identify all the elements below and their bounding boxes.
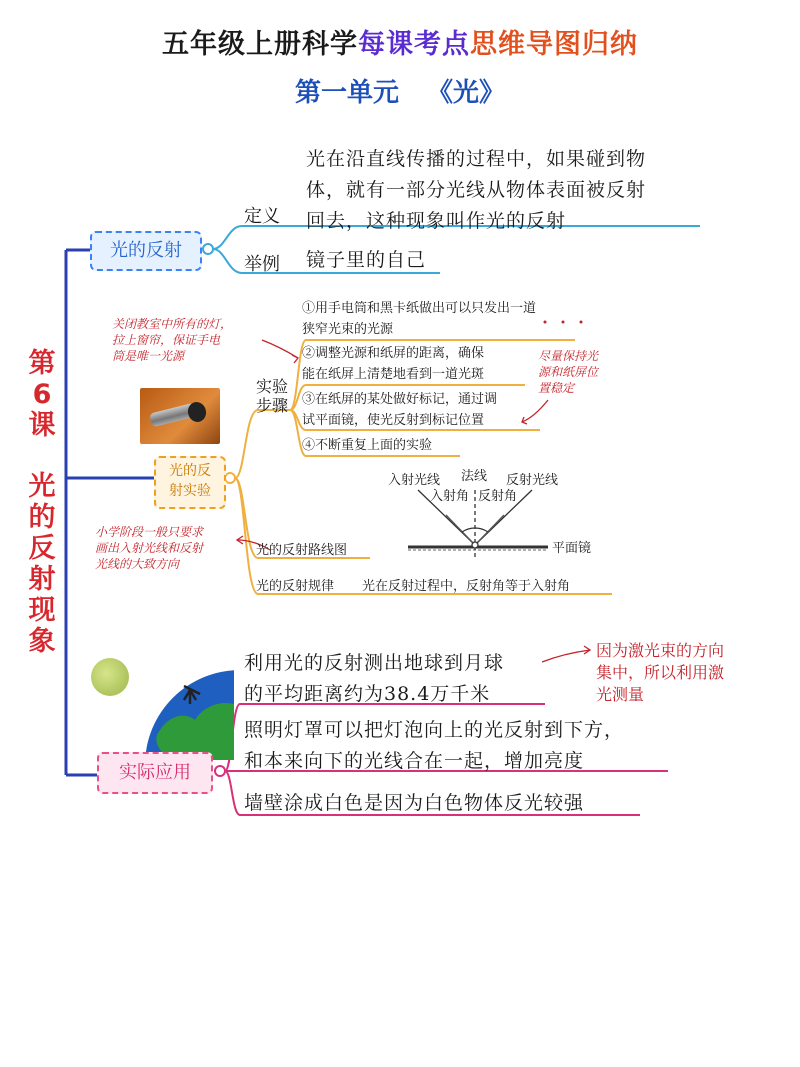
node-experiment [154,456,226,509]
step-line: 狭窄光束的光源 [302,322,394,337]
lesson-char: 现 [28,595,56,626]
note-line: 拉上窗帘，保证手电 [112,333,221,347]
stability-note [538,348,598,396]
normal-label: 法线 [461,469,488,484]
application-line: 利用光的反射测出地球到月球 [244,652,505,674]
unit-name: 《光》 [427,78,506,108]
lesson-char: 的 [28,502,56,533]
definition-line: 回去，这种现象叫作光的反射 [306,210,567,232]
step-line: 能在纸屏上清楚地看到一道光斑 [302,367,485,382]
application-line: 和本来向下的光线合在一起，增加亮度 [244,750,585,772]
lesson-char: 象 [28,626,56,657]
steps-label-line: 步骤 [256,396,289,415]
unit-number: 第一单元 [294,78,399,108]
step-1 [302,298,536,340]
application-line: 的平均距离约为38.4万千米 [244,683,491,705]
reflected-ray-label: 反射光线 [506,473,559,488]
example-label: 举例 [244,254,280,275]
lesson-char: 第 [28,348,56,379]
note-line: 集中，所以利用激 [596,663,725,682]
note-line: 筒是唯一光源 [112,349,185,363]
note-line: 尽量保持光 [538,349,599,363]
note-line: 置稳定 [538,381,575,395]
title-part2: 每课考点 [358,29,470,60]
incident-ray-label: 入射光线 [388,473,441,488]
note-line: 小学阶段一般只要求 [95,525,204,539]
lesson-char: 6 [32,379,52,410]
definition-text [306,144,646,237]
node-application: 实际应用 [97,752,213,794]
step-line: ①用手电筒和黑卡纸做出可以只发出一道 [302,301,537,316]
lesson-title [22,348,62,657]
steps-label-line: 实验 [256,377,289,396]
reflection-angle-label: 反射角 [478,489,518,504]
lesson-char [22,441,62,471]
definition-label: 定义 [244,206,280,227]
note-line: 因为激光束的方向 [596,641,725,660]
step-line: ②调整光源和纸屏的距离，确保 [302,346,485,361]
step-line: ④不断重复上面的实验 [302,438,433,453]
step-4 [302,435,432,456]
node-reflection: 光的反射 [90,231,202,271]
steps-label [256,377,288,415]
node-experiment-line: 射实验 [169,483,211,499]
application-line: 照明灯罩可以把灯泡向上的光反射到下方， [244,719,625,741]
lesson-char: 反 [28,533,56,564]
law-label: 光的反射规律 [256,579,335,594]
node-experiment-line: 光的反 [169,463,211,479]
step-line: 试平面镜，使光反射到标记位置 [302,413,485,428]
application-item-1 [244,648,504,710]
earth-image [140,660,234,760]
title-part3: 思维导图归纳 [470,29,638,60]
application-item-2 [244,715,624,777]
step-line: ③在纸屏的某处做好标记，通过调 [302,392,498,407]
note-line: 源和纸屏位 [538,365,599,379]
path-diagram-label: 光的反射路线图 [256,543,348,558]
lesson-char: 课 [28,410,56,441]
example-text: 镜子里的自己 [306,249,427,271]
moon-image [91,658,129,696]
definition-line: 体，就有一部分光线从物体表面被反射 [306,179,647,201]
laser-note [596,640,724,706]
note-line: 光线的大致方向 [95,557,180,571]
definition-line: 光在沿直线传播的过程中，如果碰到物 [306,148,647,170]
title-part1: 五年级上册科学 [162,29,358,60]
note-line: 画出入射光线和反射 [95,541,204,555]
lesson-char: 光 [28,471,56,502]
lesson-char: 射 [28,564,56,595]
step-3 [302,389,497,431]
incident-angle-label: 入射角 [430,489,470,504]
step-2 [302,343,484,385]
light-source-note [112,316,232,364]
note-line: 关闭教室中所有的灯， [112,317,233,331]
mirror-label: 平面镜 [552,541,592,556]
application-item-3: 墙壁涂成白色是因为白色物体反光较强 [244,792,585,814]
law-text: 光在反射过程中，反射角等于入射角 [362,579,571,594]
note-line: 光测量 [596,685,645,704]
path-drawing-note [95,524,203,572]
